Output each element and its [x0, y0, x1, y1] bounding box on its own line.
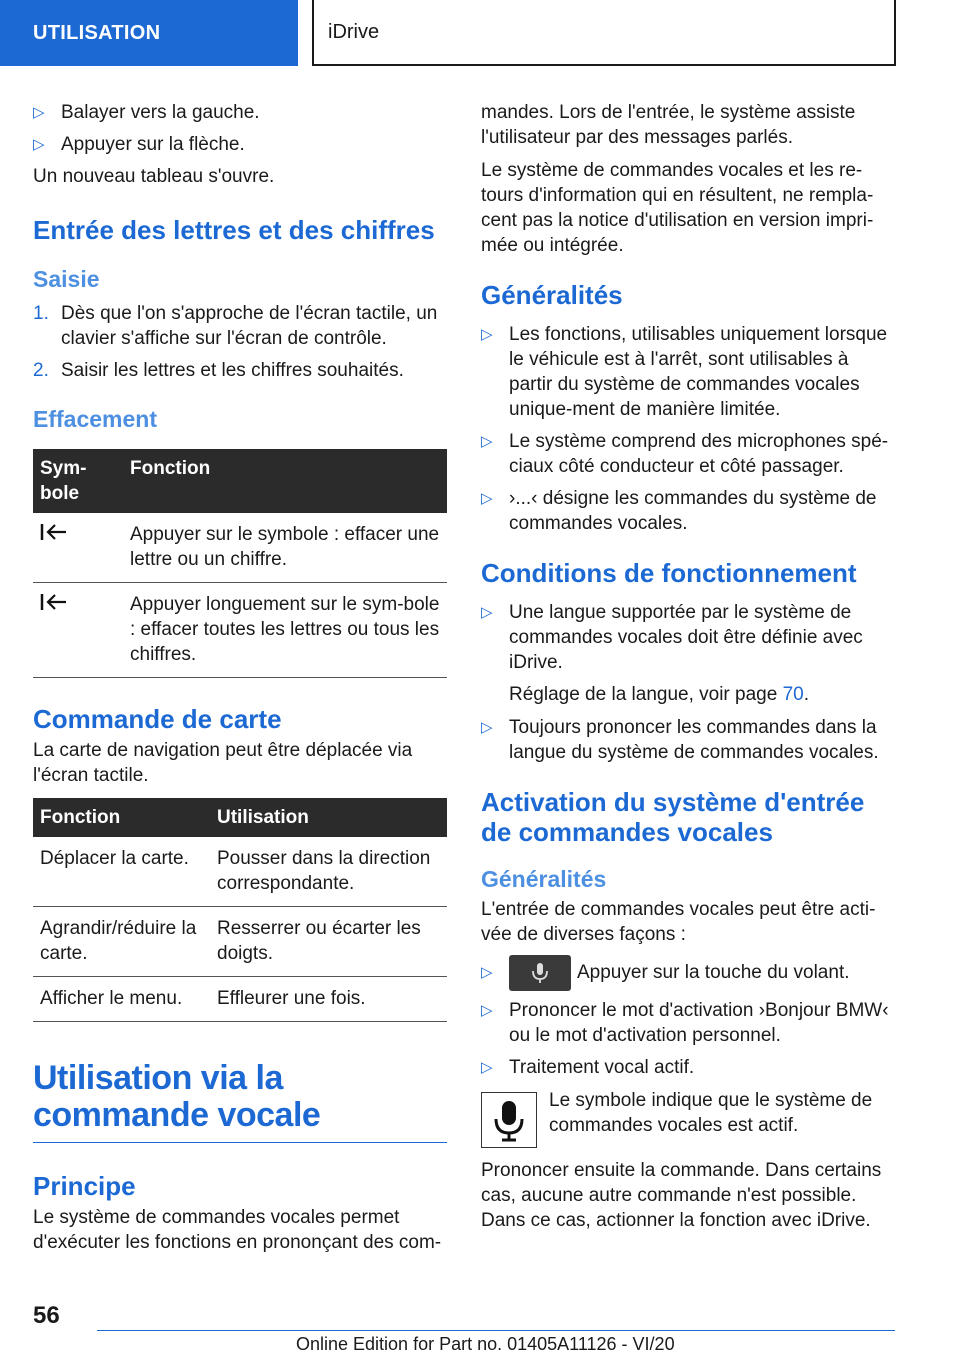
- table-row: Appuyer sur le symbole : effacer une lettre ou un chiffre.: [33, 513, 447, 583]
- triangle-bullet-icon: ▷: [481, 1002, 493, 1020]
- voice-button-icon: [509, 955, 571, 991]
- heading-map: Commande de carte: [33, 704, 282, 734]
- heading-general: Généralités: [481, 280, 623, 310]
- list-item: ▷ Les fonctions, utilisables uniquement lorsque le véhicule est à l'arrêt, sont utilisables à partir du système de commandes vocales unique-ment de manière limitée.: [481, 324, 888, 420]
- list-item: ▷ Prononcer le mot d'activation ›Bonjour BMW‹ ou le mot d'activation personnel.: [481, 1000, 889, 1047]
- heading-general-2: Généralités: [481, 866, 607, 892]
- triangle-bullet-icon: ▷: [481, 719, 493, 736]
- mic-note: Le symbole indique que le système de commandes vocales est actif.: [481, 1088, 895, 1148]
- list-item: ▷ Appuyer sur la touche du volant.: [481, 955, 895, 991]
- chapter-title: iDrive: [312, 0, 896, 66]
- footer-divider: [97, 1330, 895, 1331]
- numbered-step: 1. Dès que l'on s'approche de l'écran tactile, un clavier s'affiche sur l'écran de contrôle.: [33, 303, 438, 349]
- table-header: Fonction: [33, 798, 210, 837]
- table-row: Afficher le menu. Effleurer une fois.: [33, 977, 447, 1022]
- heading-voice: Utilisation via la commande vocale: [33, 1060, 447, 1143]
- paragraph: La carte de navigation peut être déplacée via l'écran tactile.: [33, 740, 413, 786]
- triangle-bullet-icon: ▷: [33, 104, 45, 121]
- numbered-step: 2. Saisir les lettres et les chiffres souhaités.: [33, 360, 404, 381]
- page-link[interactable]: 70: [782, 684, 804, 705]
- heading-saisie: Saisie: [33, 266, 100, 292]
- list-item: ▷ Balayer vers la gauche.: [33, 102, 260, 123]
- heading-principe: Principe: [33, 1171, 136, 1201]
- list-item: ▷ Le système comprend des microphones spé-ciaux côté conducteur et côté passager.: [481, 431, 889, 477]
- paragraph: Le système de commandes vocales et les re-tours d'information qui en résultent, ne rempla-cent pas la notice d'utilisation en version impri-mée ou intégrée.: [481, 160, 874, 256]
- triangle-bullet-icon: ▷: [481, 604, 493, 621]
- left-column: [33, 100, 447, 1263]
- backspace-icon: [40, 526, 68, 547]
- table-header: Fonction: [123, 449, 447, 513]
- paragraph: Un nouveau tableau s'ouvre.: [33, 166, 275, 187]
- table-header: Sym- bole: [33, 449, 123, 513]
- microphone-icon: [481, 1092, 537, 1148]
- table-row: Déplacer la carte. Pousser dans la direction correspondante.: [33, 837, 447, 907]
- heading-conditions: Conditions de fonctionnement: [481, 558, 857, 588]
- table-header: Utilisation: [210, 798, 447, 837]
- triangle-bullet-icon: ▷: [33, 136, 45, 153]
- right-column: [481, 100, 895, 1241]
- section-tab: UTILISATION: [0, 0, 298, 66]
- list-item: ▷ Une langue supportée par le système de commandes vocales doit être définie avec iDrive.: [481, 602, 863, 673]
- paragraph: Le système de commandes vocales permet d'exécuter les fonctions en prononçant des com-: [33, 1207, 442, 1253]
- edition-text: Online Edition for Part no. 01405A11126 - VI/20: [296, 1334, 675, 1354]
- list-item: ▷ Traitement vocal actif.: [481, 1057, 695, 1079]
- triangle-bullet-icon: ▷: [481, 964, 493, 981]
- paragraph: mandes. Lors de l'entrée, le système assiste l'utilisateur par des messages parlés.: [481, 102, 856, 148]
- list-item: ▷ ›...‹ désigne les commandes du système de commandes vocales.: [481, 488, 877, 534]
- paragraph: Prononcer ensuite la commande. Dans certains cas, aucune autre commande n'est possible. Dans ce cas, actionner la fonction avec iDrive.: [481, 1160, 882, 1232]
- list-item: ▷ Appuyer sur la flèche.: [33, 134, 245, 155]
- page-number: 56: [33, 1302, 60, 1329]
- backspace-icon: [40, 596, 68, 617]
- heading-activation: Activation du système d'entrée de commandes vocales: [481, 787, 865, 847]
- table-header-row: [33, 798, 447, 837]
- triangle-bullet-icon: ▷: [481, 490, 493, 507]
- table-row: Appuyer longuement sur le sym-bole : effacer toutes les lettres ou tous les chiffres.: [33, 583, 447, 678]
- paragraph: Réglage de la langue, voir page 70.: [509, 684, 810, 705]
- triangle-bullet-icon: ▷: [481, 433, 493, 450]
- heading-entry: Entrée des lettres et des chiffres: [33, 215, 435, 245]
- table-row: Agrandir/réduire la carte. Resserrer ou écarter les doigts.: [33, 907, 447, 977]
- page-header: [0, 0, 960, 66]
- triangle-bullet-icon: ▷: [481, 326, 493, 343]
- triangle-bullet-icon: ▷: [481, 1059, 493, 1077]
- map-table: [33, 798, 447, 1022]
- table-header-row: [33, 449, 447, 513]
- heading-effacement: Effacement: [33, 406, 157, 432]
- erase-table: [33, 449, 447, 678]
- paragraph: L'entrée de commandes vocales peut être acti-vée de diverses façons :: [481, 899, 876, 945]
- list-item: ▷ Toujours prononcer les commandes dans la langue du système de commandes vocales.: [481, 717, 879, 763]
